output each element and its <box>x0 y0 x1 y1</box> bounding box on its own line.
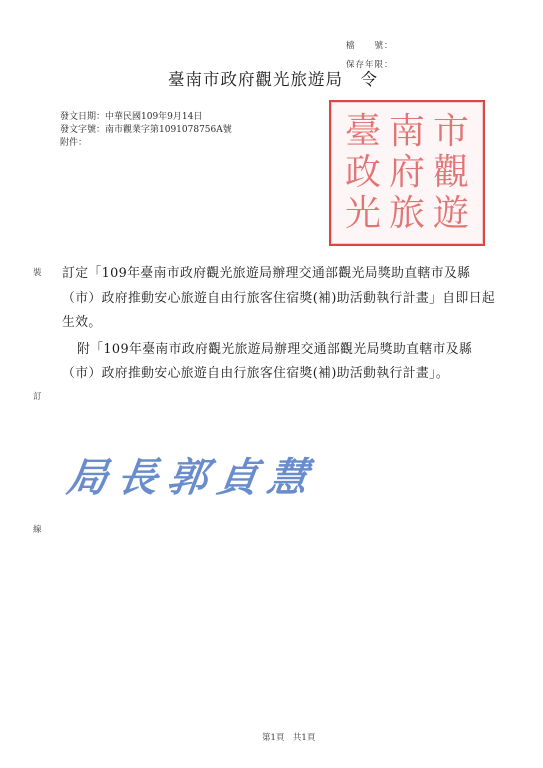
seal-char: 光 <box>344 192 381 234</box>
seal-char: 旅 <box>388 192 425 234</box>
file-number-label: 檔 號： <box>346 41 394 51</box>
order-paragraph-1: 訂定「109年臺南市政府觀光旅遊局辦理交通部觀光局獎助直轄市及縣（市）政府推動安心旅遊自由行旅客住宿獎(補)助活動執行計畫」自即日起生效。 <box>62 266 496 330</box>
director-signature-stamp: 局長郭貞慧 <box>64 455 321 501</box>
order-body <box>62 262 502 387</box>
retention-period-label: 保存年限： <box>346 60 394 70</box>
issue-date: 發文日期：中華民國109年9月14日 <box>60 112 203 122</box>
binding-mark-bottom: 線 <box>33 525 42 535</box>
seal-char: 政 <box>344 151 381 193</box>
seal-char: 觀 <box>432 151 469 193</box>
document-title: 臺南市政府觀光旅遊局 令 <box>168 70 378 89</box>
official-seal <box>329 100 485 246</box>
seal-characters <box>341 112 473 234</box>
document-number: 發文字號：南市觀業字第1091078756A號 <box>60 125 232 135</box>
seal-char: 臺 <box>344 111 381 153</box>
seal-char: 南 <box>388 111 425 153</box>
order-paragraph-2: 附「109年臺南市政府觀光旅遊局辦理交通部觀光局獎助直轄市及縣（市）政府推動安心旅遊自由行旅客住宿獎(補)助活動執行計畫」。 <box>62 341 473 381</box>
seal-char: 府 <box>388 151 425 193</box>
page-number: 第1頁 共1頁 <box>262 733 316 743</box>
seal-char: 遊 <box>432 192 469 234</box>
document-fields <box>60 111 232 150</box>
binding-mark-top: 裝 <box>33 268 42 278</box>
binding-mark-middle: 訂 <box>33 392 42 402</box>
attachment-label: 附件： <box>60 138 88 148</box>
seal-char: 市 <box>432 111 469 153</box>
